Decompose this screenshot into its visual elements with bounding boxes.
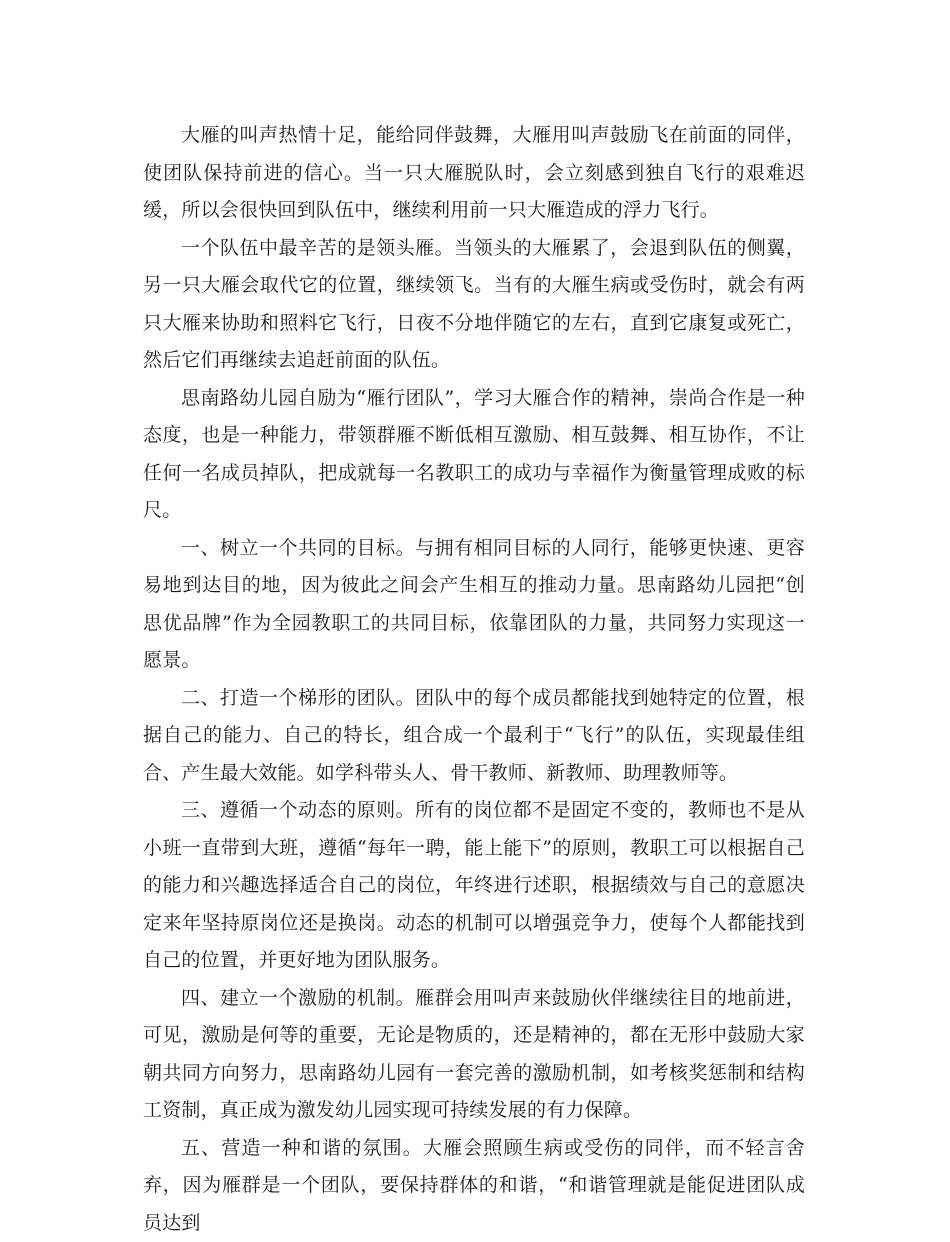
paragraph-geese-calls: 大雁的叫声热情十足，能给同伴鼓舞，大雁用叫声鼓励飞在前面的同伴，使团队保持前进的信心。当一只大雁脱队时，会立刻感到独自飞行的艰难迟缓，所以会很快回到队伍中，继续利用前一只大雁造成的浮力飞行。 bbox=[143, 117, 805, 230]
paragraph-harmonious-atmosphere: 五、营造一种和谐的氛围。大雁会照顾生病或受伤的同伴，而不轻言舍弃，因为雁群是一个团队，要保持群体的和谐，“和谐管理就是能促进团队成员达到 bbox=[143, 1130, 805, 1242]
paragraph-dynamic-principle: 三、遵循一个动态的原则。所有的岗位都不是固定不变的，教师也不是从小班一直带到大班，遵循“每年一聘，能上能下”的原则，教职工可以根据自己的能力和兴趣选择适合自己的岗位，年终进行述职，根据绩效与自己的意愿决定来年坚持原岗位还是换岗。动态的机制可以增强竞争力，使每个人都能找到自己的位置，并更好地为团队服务。 bbox=[143, 792, 805, 980]
paragraph-common-goal: 一、树立一个共同的目标。与拥有相同目标的人同行，能够更快速、更容易地到达目的地，因为彼此之间会产生相互的推动力量。思南路幼儿园把“创思优品牌”作为全园教职工的共同目标，依靠团队的力量，共同努力实现这一愿景。 bbox=[143, 530, 805, 680]
paragraph-team-spirit: 思南路幼儿园自励为“雁行团队”，学习大雁合作的精神，崇尚合作是一种态度，也是一种能力，带领群雁不断低相互激励、相互鼓舞、相互协作，不让任何一名成员掉队，把成就每一名教职工的成功与幸福作为衡量管理成败的标尺。 bbox=[143, 380, 805, 530]
paragraph-lead-goose: 一个队伍中最辛苦的是领头雁。当领头的大雁累了，会退到队伍的侧翼，另一只大雁会取代它的位置，继续领飞。当有的大雁生病或受伤时，就会有两只大雁来协助和照料它飞行，日夜不分地伴随它的左右，直到它康复或死亡，然后它们再继续去追赶前面的队伍。 bbox=[143, 230, 805, 380]
paragraph-incentive-mechanism: 四、建立一个激励的机制。雁群会用叫声来鼓励伙伴继续往目的地前进，可见，激励是何等的重要，无论是物质的，还是精神的，都在无形中鼓励大家朝共同方向努力，思南路幼儿园有一套完善的激励机制，如考核奖惩制和结构工资制，真正成为激发幼儿园实现可持续发展的有力保障。 bbox=[143, 980, 805, 1130]
paragraph-ladder-team: 二、打造一个梯形的团队。团队中的每个成员都能找到她特定的位置，根据自己的能力、自己的特长，组合成一个最利于“飞行”的队伍，实现最佳组合、产生最大效能。如学科带头人、骨干教师、新教师、助理教师等。 bbox=[143, 680, 805, 793]
document-body bbox=[143, 117, 805, 1242]
